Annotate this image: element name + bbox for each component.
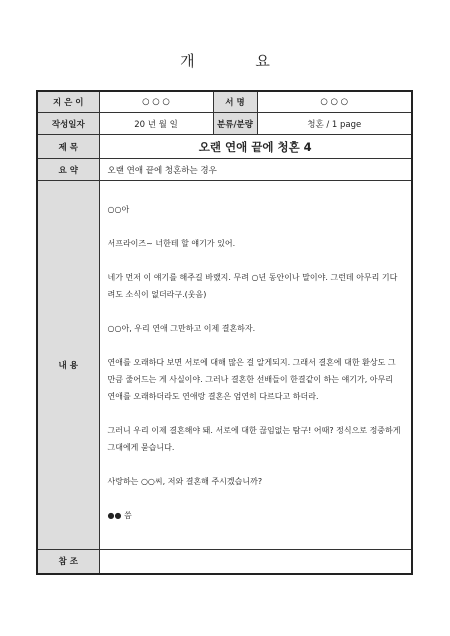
- summary-value: 오랜 연애 끝에 청혼하는 경우: [99, 159, 412, 181]
- document-title: 개 요: [180, 52, 298, 70]
- overview-form-table: [36, 90, 413, 575]
- reference-label: 참 조: [37, 550, 99, 574]
- content-paragraph: ○○아: [107, 205, 130, 214]
- signature-value: ○ ○ ○: [257, 91, 412, 113]
- subject-row: [37, 135, 412, 159]
- content-paragraph: 사랑하는 ○○씨, 저와 결혼해 주시겠습니까?: [107, 477, 263, 486]
- author-value: ○ ○ ○: [99, 91, 213, 113]
- category-value: 청혼 / 1 page: [257, 113, 412, 135]
- date-label: 작성일자: [37, 113, 99, 135]
- content-body: [99, 181, 412, 550]
- reference-row: [37, 550, 412, 574]
- category-label: 분류/분량: [213, 113, 257, 135]
- author-row: [37, 91, 412, 113]
- reference-value: [99, 550, 412, 574]
- subject-value: 오랜 연애 끝에 청혼 4: [99, 135, 412, 159]
- content-paragraph: 서프라이즈~ 너한테 할 얘기가 있어.: [107, 239, 236, 248]
- summary-label: 요 약: [37, 159, 99, 181]
- content-label: 내 용: [37, 181, 99, 550]
- author-label: 지 은 이: [37, 91, 99, 113]
- content-paragraph: ○○아, 우리 연애 그만하고 이제 결혼하자.: [107, 324, 256, 333]
- summary-row: [37, 159, 412, 181]
- content-paragraph: 연애를 오래하다 보면 서로에 대해 많은 걸 알게되지. 그래서 결혼에 대한 환상도 그만큼 줄어드는 게 사실이야. 그러나 결혼한 선배들이 한결같이 하는 얘기가, 아무리 연애를 오래하더라도 연애랑 결혼은 엄연히 다르다고 하더라.: [107, 358, 396, 401]
- date-value: 20 년 월 일: [99, 113, 213, 135]
- content-paragraph: 네가 먼저 이 얘기를 해주길 바랬지. 무려 ○년 동안이나 말이야. 그런데 아무리 기다려도 소식이 없더라구.(웃음): [107, 273, 398, 299]
- subject-label: 제 목: [37, 135, 99, 159]
- content-row: [37, 181, 412, 550]
- date-row: [37, 113, 412, 135]
- content-signature: ●● 씀: [107, 511, 132, 520]
- content-paragraph: 그러니 우리 이제 결혼해야 돼. 서로에 대한 끊임없는 탐구! 어때? 정식으로 정중하게 그대에게 묻습니다.: [107, 426, 401, 452]
- signature-label: 서 명: [213, 91, 257, 113]
